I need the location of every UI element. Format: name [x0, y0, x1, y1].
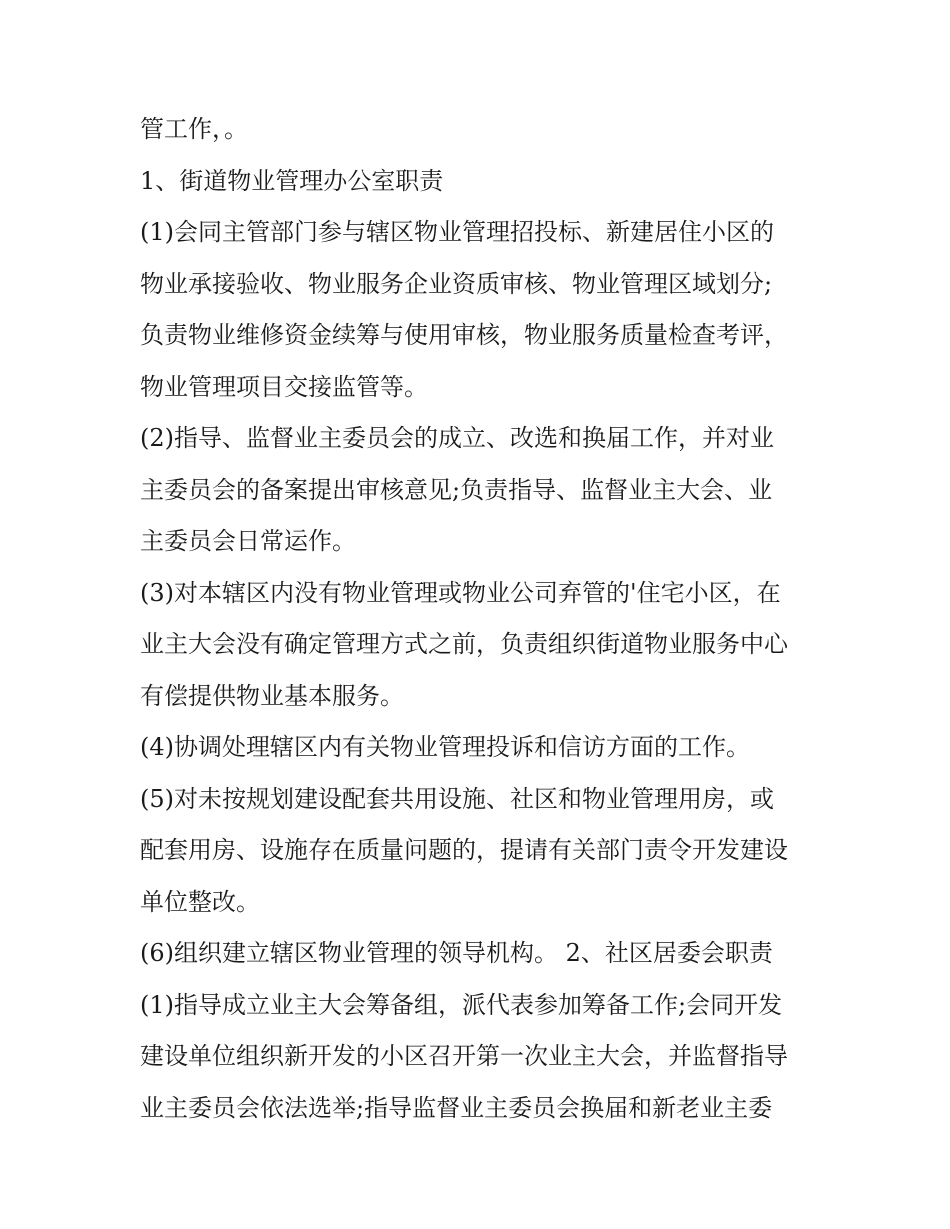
text-line: (6)组织建立辖区物业管理的领导机构。 2、社区居委会职责	[140, 939, 773, 967]
text-line: 主委员会的备案提出审核意见;负责指导、监督业主大会、业	[140, 475, 773, 504]
text-line: 有偿提供物业基本服务。	[140, 681, 404, 710]
text-line: (1)会同主管部门参与辖区物业管理招投标、新建居住小区的	[140, 218, 774, 246]
text-line: 建设单位组织新开发的小区召开第一次业主大会，并监督指导	[140, 1042, 788, 1070]
text-line: (5)对未按规划建设配套共用设施、社区和物业管理用房，或	[140, 784, 774, 813]
document-body	[140, 104, 820, 1134]
text-line: 配套用房、设施存在质量问题的，提请有关部门责令开发建设	[140, 836, 788, 864]
text-line: 业主委员会依法选举;指导监督业主委员会换届和新老业主委	[140, 1093, 773, 1122]
text-line: 物业管理项目交接监管等。	[140, 372, 428, 401]
text-line: 主委员会日常运作。	[140, 527, 356, 555]
text-line: (1)指导成立业主大会筹备组，派代表参加筹备工作;会同开发	[140, 990, 783, 1019]
text-line: (3)对本辖区内没有物业管理或物业公司弃管的'住宅小区，在	[140, 578, 781, 607]
text-line: 业主大会没有确定管理方式之前，负责组织街道物业服务中心	[140, 630, 788, 658]
text-line: 物业承接验收、物业服务企业资质审核、物业管理区域划分;	[140, 269, 773, 298]
text-line: 管工作，。	[140, 115, 248, 143]
section-heading: 1、街道物业管理办公室职责	[140, 166, 444, 195]
text-line: (4)协调处理辖区内有关物业管理投诉和信访方面的工作。	[140, 733, 750, 761]
text-line: (2)指导、监督业主委员会的成立、改选和换届工作，并对业	[140, 424, 774, 452]
text-line: 负责物业维修资金续筹与使用审核，物业服务质量检查考评，	[140, 321, 788, 349]
text-line: 单位整改。	[140, 887, 260, 916]
